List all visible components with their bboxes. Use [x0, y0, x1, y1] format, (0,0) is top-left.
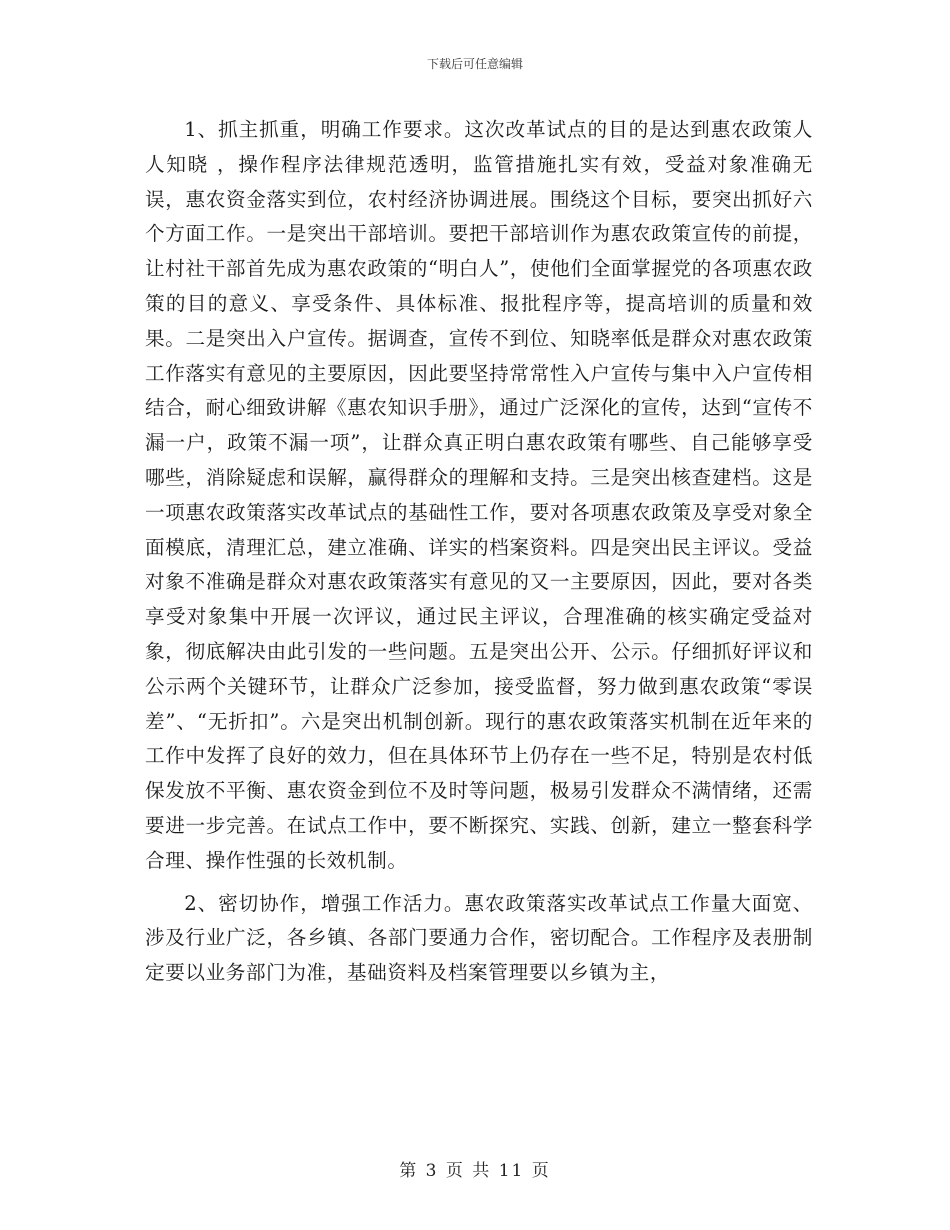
- page-header-note: 下载后可任意编辑: [426, 57, 523, 71]
- paragraph-2: 2、密切协作，增强工作活力。惠农政策落实改革试点工作量大面宽、涉及行业广泛，各乡镇、各部门要通力合作，密切配合。工作程序及表册制定要以业务部门为准，基础资料及档案管理要以乡镇为主，: [145, 891, 813, 985]
- document-body: [145, 113, 813, 991]
- page-number-footer: 第 3 页 共 11 页: [399, 1161, 551, 1181]
- paragraph-1: 1、抓主抓重，明确工作要求。这次改革试点的目的是达到惠农政策人人知晓 ，操作程序法律规范透明，监管措施扎实有效，受益对象准确无误，惠农资金落实到位，农村经济协调进展。围绕这个目标，要突出抓好六个方面工作。一是突出干部培训。要把干部培训作为惠农政策宣传的前提，让村社干部首先成为惠农政策的“明白人”，使他们全面掌握党的各项惠农政策的目的意义、享受条件、具体标准、报批程序等，提高培训的质量和效果。二是突出入户宣传。据调查，宣传不到位、知晓率低是群众对惠农政策工作落实有意见的主要原因，因此要坚持常常性入户宣传与集中入户宣传相结合，耐心细致讲解《惠农知识手册》，通过广泛深化的宣传，达到“宣传不漏一户，政策不漏一项”，让群众真正明白惠农政策有哪些、自己能够享受哪些，消除疑虑和误解，赢得群众的理解和支持。三是突出核查建档。这是一项惠农政策落实改革试点的基础性工作，要对各项惠农政策及享受对象全面模底，清理汇总，建立准确、详实的档案资料。四是突出民主评议。受益对象不准确是群众对惠农政策落实有意见的又一主要原因，因此，要对各类享受对象集中开展一次评议，通过民主评议，合理准确的核实确定受益对象，彻底解决由此引发的一些问题。五是突出公开、公示。仔细抓好评议和公示两个关键环节，让群众广泛参加，接受监督，努力做到惠农政策“零误差”、“无折扣”。六是突出机制创新。现行的惠农政策落实机制在近年来的工作中发挥了良好的效力，但在具体环节上仍存在一些不足，特别是农村低保发放不平衡、惠农资金到位不及时等问题，极易引发群众不满情绪，还需要进一步完善。在试点工作中，要不断探究、实践、创新，建立一整套科学合理、操作性强的长效机制。: [145, 118, 813, 872]
